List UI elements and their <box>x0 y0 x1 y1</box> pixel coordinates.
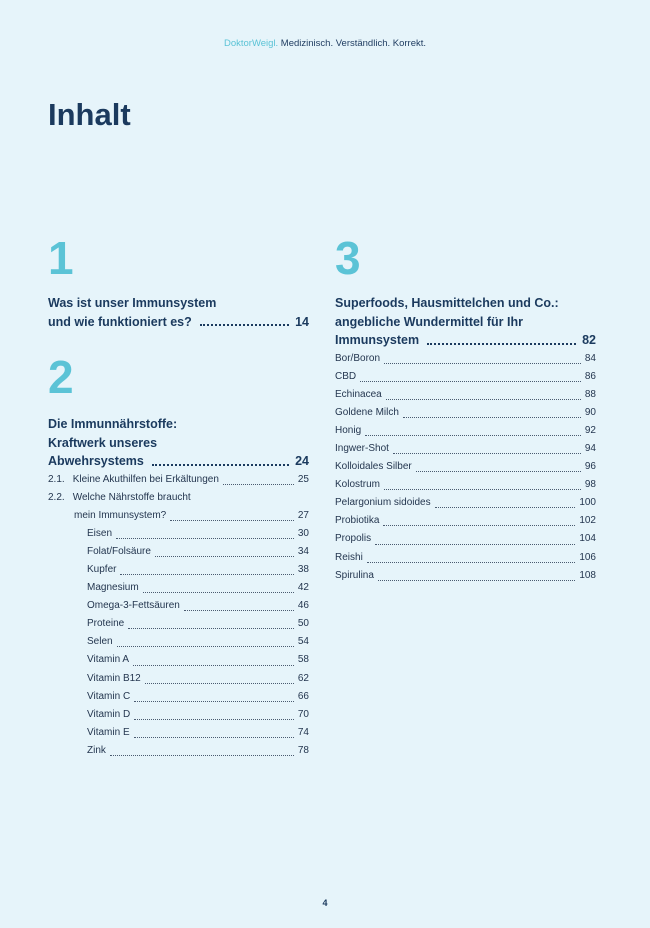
toc-subitems-list <box>335 350 596 585</box>
dot-leader <box>184 609 294 611</box>
toc-entry-page: 82 <box>582 333 596 347</box>
dot-leader <box>152 463 289 466</box>
toc-entry-page: 94 <box>584 442 596 454</box>
toc-entry[interactable] <box>48 561 309 579</box>
toc-entry-label: Omega-3-Fettsäuren <box>87 600 180 612</box>
toc-entry-page: 106 <box>579 551 596 563</box>
dot-leader <box>200 323 289 326</box>
toc-section-2-2[interactable] <box>48 489 309 507</box>
toc-entry[interactable] <box>48 597 309 615</box>
toc-entry-chapter-2[interactable] <box>48 452 309 471</box>
dot-leader <box>384 362 581 364</box>
dot-leader <box>120 573 293 575</box>
dot-leader <box>386 398 581 400</box>
dot-leader <box>134 718 294 720</box>
toc-section-2-1[interactable] <box>48 471 309 489</box>
toc-entry-page: 14 <box>295 314 309 329</box>
dot-leader <box>383 524 575 526</box>
dot-leader <box>155 555 294 557</box>
dot-leader <box>384 488 581 490</box>
chapter-title <box>335 294 596 331</box>
toc-entry-label: Magnesium <box>87 582 139 594</box>
toc-entry-label: Kupfer <box>87 563 117 575</box>
toc-entry-label: Honig <box>335 424 362 436</box>
toc-entry-page: 78 <box>297 744 309 756</box>
toc-entry[interactable] <box>335 386 596 404</box>
toc-entry[interactable] <box>335 530 596 548</box>
toc-entry[interactable] <box>48 742 309 760</box>
page-number: 4 <box>322 898 328 908</box>
toc-entry-page: 98 <box>584 479 596 491</box>
dot-leader <box>117 645 294 647</box>
dot-leader <box>435 506 576 508</box>
dot-leader <box>143 591 294 593</box>
dot-leader <box>116 537 294 539</box>
dot-leader <box>403 416 581 418</box>
toc-entry-label: Vitamin C <box>87 690 131 702</box>
toc-entry-page: 100 <box>579 497 596 509</box>
toc-entry-page: 86 <box>584 370 596 382</box>
toc-entry-label: Zink <box>87 744 106 756</box>
toc-entry[interactable] <box>335 350 596 368</box>
chapter-2 <box>48 351 309 760</box>
toc-entry-label: Pelargonium sidoides <box>335 497 431 509</box>
toc-entry-label: Kolostrum <box>335 479 381 491</box>
toc-entry[interactable] <box>335 440 596 458</box>
dot-leader <box>416 470 581 472</box>
chapter-number: 1 <box>48 232 74 284</box>
chapter-3 <box>335 232 596 585</box>
toc-entry[interactable] <box>48 525 309 543</box>
chapter-title <box>48 415 309 452</box>
toc-entry-page: 50 <box>297 618 309 630</box>
toc-entry-page: 96 <box>584 461 596 473</box>
toc-entry[interactable] <box>335 458 596 476</box>
toc-entry-page: 92 <box>584 424 596 436</box>
dot-leader <box>128 627 294 629</box>
toc-subitems-list <box>48 525 309 760</box>
toc-entry[interactable] <box>48 651 309 669</box>
chapter-title-line: angebliche Wundermittel für Ihr <box>335 314 523 329</box>
tagline: Medizinisch. Verständlich. Korrekt. <box>278 38 427 49</box>
chapter-title-line: Was ist unser Immunsystem <box>48 296 217 310</box>
toc-entry-page: 88 <box>584 388 596 400</box>
toc-entry-label: mein Immunsystem? <box>74 509 167 521</box>
page-title: Inhalt <box>48 97 131 132</box>
toc-entry-page: 24 <box>295 454 309 468</box>
toc-entry-label: Spirulina <box>335 569 374 581</box>
toc-entry-page: 27 <box>297 509 309 521</box>
toc-entry-label: Bor/Boron <box>335 352 381 364</box>
toc-entry-label: Vitamin B12 <box>87 672 141 684</box>
dot-leader <box>145 682 294 684</box>
toc-entry-label: Eisen <box>87 527 113 539</box>
section-number: 2.1. <box>48 473 65 485</box>
toc-entry[interactable] <box>335 368 596 386</box>
dot-leader <box>360 380 581 382</box>
dot-leader <box>133 664 294 666</box>
chapter-title-line: Die Immunnährstoffe: <box>48 417 178 431</box>
toc-entry-page: 54 <box>297 636 309 648</box>
toc-entry-page: 66 <box>297 690 309 702</box>
toc-entry-page: 74 <box>297 726 309 738</box>
dot-leader <box>134 736 294 738</box>
toc-entry-page: 38 <box>297 563 309 575</box>
section-number: 2.2. <box>48 491 65 503</box>
toc-entry[interactable] <box>48 633 309 651</box>
toc-entry-label: Proteine <box>87 618 125 630</box>
toc-column-left <box>48 232 309 760</box>
toc-entry[interactable] <box>335 494 596 512</box>
dot-leader <box>367 561 576 563</box>
toc-section-2-2-cont[interactable] <box>48 507 309 525</box>
toc-entry-label: Abwehrsystems <box>48 454 144 468</box>
toc-entry-page: 34 <box>297 545 309 557</box>
toc-entry[interactable] <box>48 724 309 742</box>
dot-leader <box>365 434 581 436</box>
toc-entry[interactable] <box>335 512 596 530</box>
chapter-1 <box>48 232 309 331</box>
toc-entry-label: Vitamin A <box>87 654 130 666</box>
dot-leader <box>110 754 294 756</box>
toc-entry-page: 42 <box>297 582 309 594</box>
brand-name: DoktorWeigl. <box>223 38 279 49</box>
toc-entry-label: Vitamin D <box>87 708 131 720</box>
toc-entry-page: 90 <box>584 406 596 418</box>
toc-entry-page: 70 <box>297 708 309 720</box>
toc-entry[interactable] <box>335 549 596 567</box>
toc-entry-page: 58 <box>297 654 309 666</box>
toc-entry-label: Immunsystem <box>335 333 420 347</box>
toc-entry[interactable] <box>48 706 309 724</box>
chapter-title-line: Kraftwerk unseres <box>48 435 158 450</box>
dot-leader <box>378 579 575 581</box>
dot-leader <box>393 452 581 454</box>
toc-entry[interactable] <box>335 476 596 494</box>
toc-entry[interactable] <box>48 670 309 688</box>
chapter-title <box>48 294 309 313</box>
toc-entry-label: Goldene Milch <box>335 406 399 418</box>
toc-entry-label: Folat/Folsäure <box>87 545 151 557</box>
page-header <box>0 38 650 49</box>
toc-entry-page: 84 <box>584 352 596 364</box>
toc-entry-page: 104 <box>579 533 596 545</box>
toc-entry-label: Kleine Akuthilfen bei Erkältungen <box>72 473 219 485</box>
toc-entry-chapter-1[interactable] <box>48 313 309 332</box>
dot-leader <box>223 483 294 485</box>
toc-entry-label: und wie funktioniert es? <box>48 314 192 329</box>
toc-entry[interactable] <box>48 615 309 633</box>
toc-entry-page: 30 <box>297 527 309 539</box>
toc-entry-label: Propolis <box>335 533 372 545</box>
toc-entry-label: Selen <box>87 636 113 648</box>
toc-entry-label: Ingwer-Shot <box>335 442 389 454</box>
toc-entry-label: Kolloidales Silber <box>335 461 412 473</box>
toc-entry-label: Welche Nährstoffe braucht <box>72 491 191 503</box>
toc-entry-page: 46 <box>297 600 309 612</box>
toc-entry[interactable] <box>48 543 309 561</box>
chapter-title-line: Superfoods, Hausmittelchen und Co.: <box>335 296 559 310</box>
toc-entry[interactable] <box>48 688 309 706</box>
dot-leader <box>427 342 576 345</box>
dot-leader <box>134 700 294 702</box>
chapter-number: 3 <box>335 232 361 284</box>
toc-column-right <box>335 232 596 585</box>
toc-entry[interactable] <box>335 404 596 422</box>
toc-entry-chapter-3[interactable] <box>335 331 596 350</box>
toc-entry-label: Echinacea <box>335 388 382 400</box>
toc-entry[interactable] <box>48 579 309 597</box>
dot-leader <box>170 519 294 521</box>
toc-entry[interactable] <box>335 422 596 440</box>
toc-entry-page: 108 <box>579 569 596 581</box>
toc-entry-label: Vitamin E <box>87 726 130 738</box>
toc-entry-page: 102 <box>579 515 596 527</box>
toc-entry-label: Probiotika <box>335 515 380 527</box>
toc-entry-label: CBD <box>335 370 357 382</box>
toc-entry-page: 25 <box>297 473 309 485</box>
toc-entry-label: Reishi <box>335 551 363 563</box>
toc-entry[interactable] <box>335 567 596 585</box>
dot-leader <box>375 543 575 545</box>
toc-entry-page: 62 <box>297 672 309 684</box>
chapter-number: 2 <box>48 351 74 403</box>
